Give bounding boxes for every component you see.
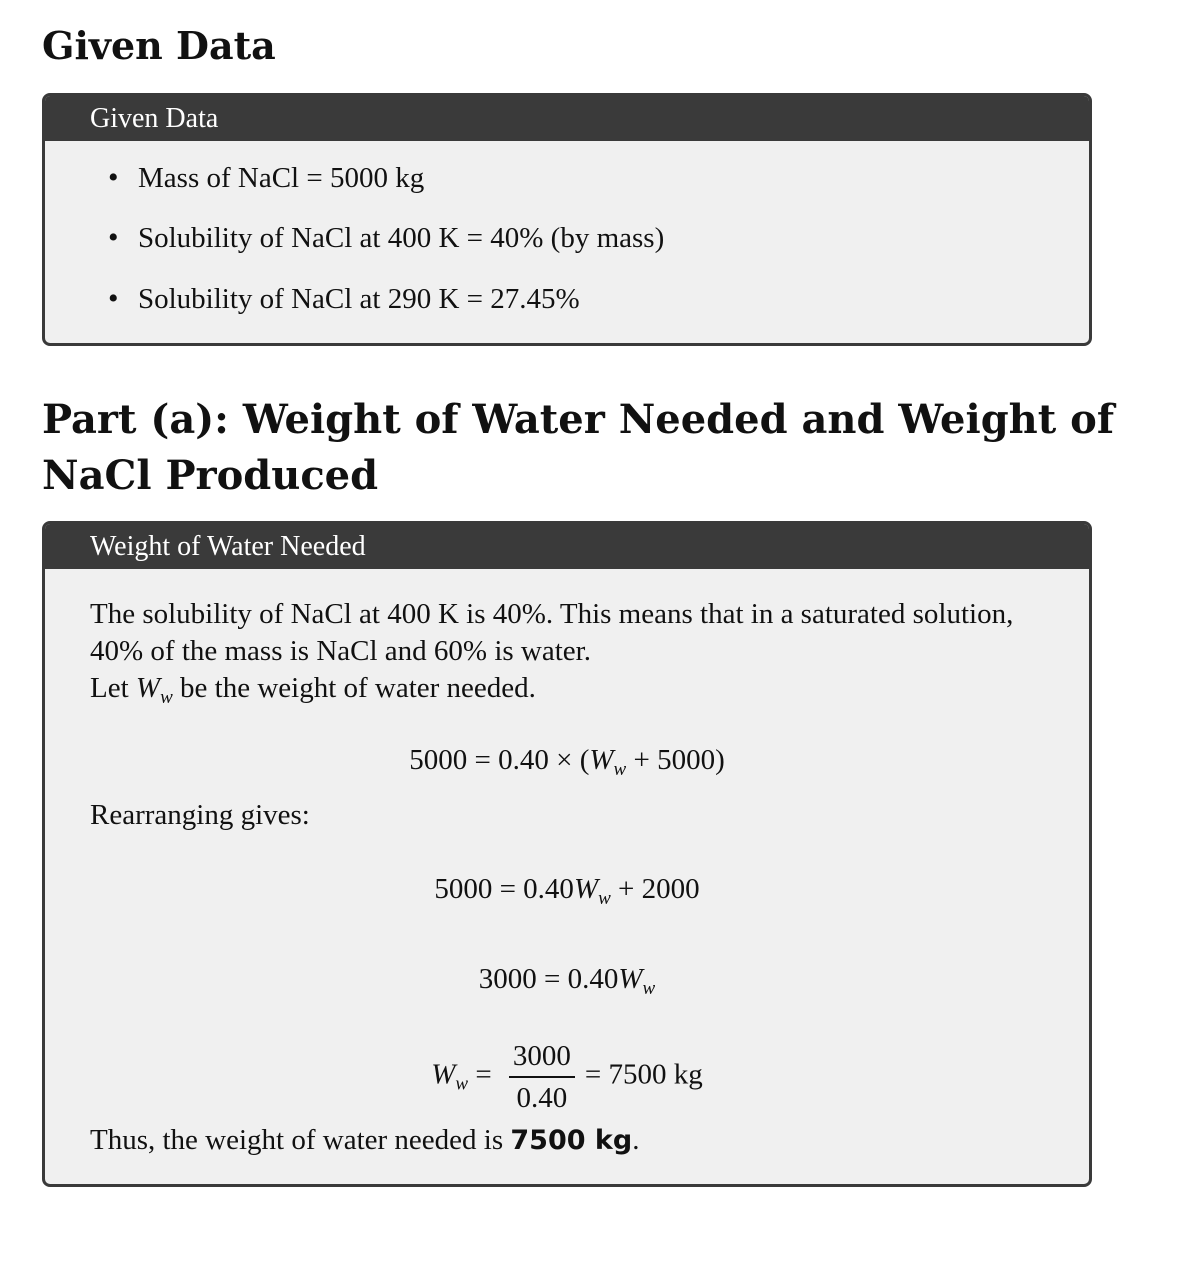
fraction-numerator: 3000 (509, 1036, 575, 1078)
eq1-var: W (589, 744, 614, 776)
given-item-mass: • Mass of NaCl = 5000 kg (138, 160, 424, 196)
eq3-var: W (618, 963, 643, 995)
eq3-var-sub: w (642, 978, 656, 999)
let-text-after: be the weight of water needed. (172, 672, 536, 704)
given-data-heading: Given Data (42, 23, 276, 68)
part-a-heading: Part (a): Weight of Water Needed and Weight of NaCl Produced (42, 396, 1115, 499)
eq4-result: = 7500 kg (584, 1058, 703, 1091)
water-needed-box (42, 521, 1092, 1187)
eq4-equals: = (468, 1058, 499, 1091)
rearranging-text: Rearranging gives: (90, 799, 310, 831)
equation-2 (45, 869, 1089, 909)
eq4-var: W (431, 1058, 456, 1091)
conclusion-period: . (632, 1124, 640, 1156)
var-w: W (135, 672, 161, 704)
eq1-var-sub: w (613, 759, 627, 780)
eq2-right: + 2000 (610, 873, 700, 905)
eq4-var-sub: w (455, 1073, 469, 1095)
fraction-denominator: 0.40 (516, 1082, 568, 1114)
fraction (509, 1036, 575, 1118)
var-w-sub: w (160, 687, 173, 708)
let-text: Let (90, 672, 136, 704)
water-needed-box-title: Weight of Water Needed (45, 524, 1089, 569)
let-statement (90, 670, 1060, 707)
equation-4 (45, 1036, 1089, 1118)
eq2-var-sub: w (598, 888, 611, 909)
solubility-explanation: The solubility of NaCl at 400 K is 40%. This means that in a saturated solution, 40% of the mass is NaCl and 60% is water. (90, 598, 1014, 667)
equation-3 (45, 959, 1089, 999)
eq1-left: 5000 = 0.40 × ( (409, 744, 590, 776)
eq2-left: 5000 = 0.40 (434, 873, 574, 905)
given-data-box (42, 93, 1092, 346)
given-item-solubility-290k: • Solubility of NaCl at 290 K = 27.45% (138, 281, 580, 317)
equation-1 (45, 740, 1089, 780)
eq2-var: W (573, 873, 599, 905)
eq3-left: 3000 = 0.40 (478, 963, 619, 995)
conclusion (90, 1122, 1060, 1159)
given-data-box-title: Given Data (45, 96, 1089, 141)
conclusion-value: 7500 kg (510, 1125, 633, 1156)
eq1-right: + 5000) (626, 744, 725, 776)
given-item-solubility-400k: • Solubility of NaCl at 400 K = 40% (by mass) (138, 220, 664, 256)
conclusion-text: Thus, the weight of water needed is (90, 1124, 511, 1156)
